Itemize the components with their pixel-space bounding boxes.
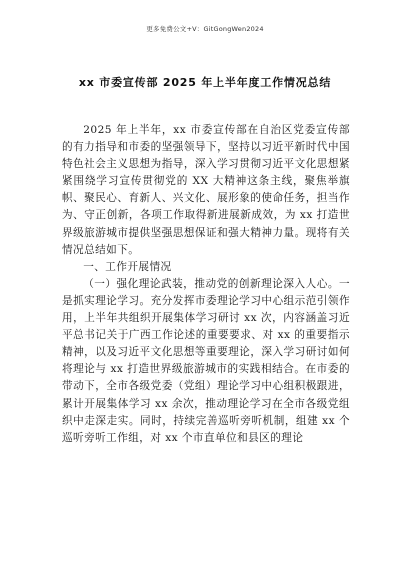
- document-body: [62, 122, 350, 447]
- intro-paragraph: 2025 年上半年，xx 市委宣传部在自治区党委宣传部的有力指导和市委的坚强领导下，坚持以习近平新时代中国特色社会主义思想为指导，深入学习贯彻习近平文化思想紧紧围绕学习宣传贯彻党的 XX 大精神这条主线，聚焦举旗帜、聚民心、育新人、兴文化、展形象的使命任务，担当作为、守正创新，各项工作取得新进展新成效，为 xx 打造世界级旅游城市提供坚强思想保证和强大精神力量。现将有关情况总结如下。: [62, 124, 350, 256]
- subsection-paragraph: （一）强化理论武装，推动党的创新理论深入人心。一是抓实理论学习。充分发挥市委理论学习中心组示范引领作用，上半年共组织开展集体学习研讨 xx 次，内容涵盖习近平总书记关于广西工作论述的重要要求、对 xx 的重要指示精神，以及习近平文化思想等重要理论，深入学习研讨如何将理论与 xx 打造世界级旅游城市的实践相结合。在市委的带动下，全市各级党委（党组）理论学习中心组积极跟进，累计开展集体学习 xx 余次，推动理论学习在全市各级党组织中走深走实。同时，持续完善巡听旁听机制，组建 xx 个巡听旁听工作组，对 xx 个市直单位和县区的理论: [62, 277, 350, 444]
- header-note: 更多免费公文+V：GitGongWen2024: [146, 25, 264, 33]
- document-title: xx 市委宣传部 2025 年上半年度工作情况总结: [78, 76, 332, 89]
- section-heading: 一、工作开展情况: [83, 260, 172, 273]
